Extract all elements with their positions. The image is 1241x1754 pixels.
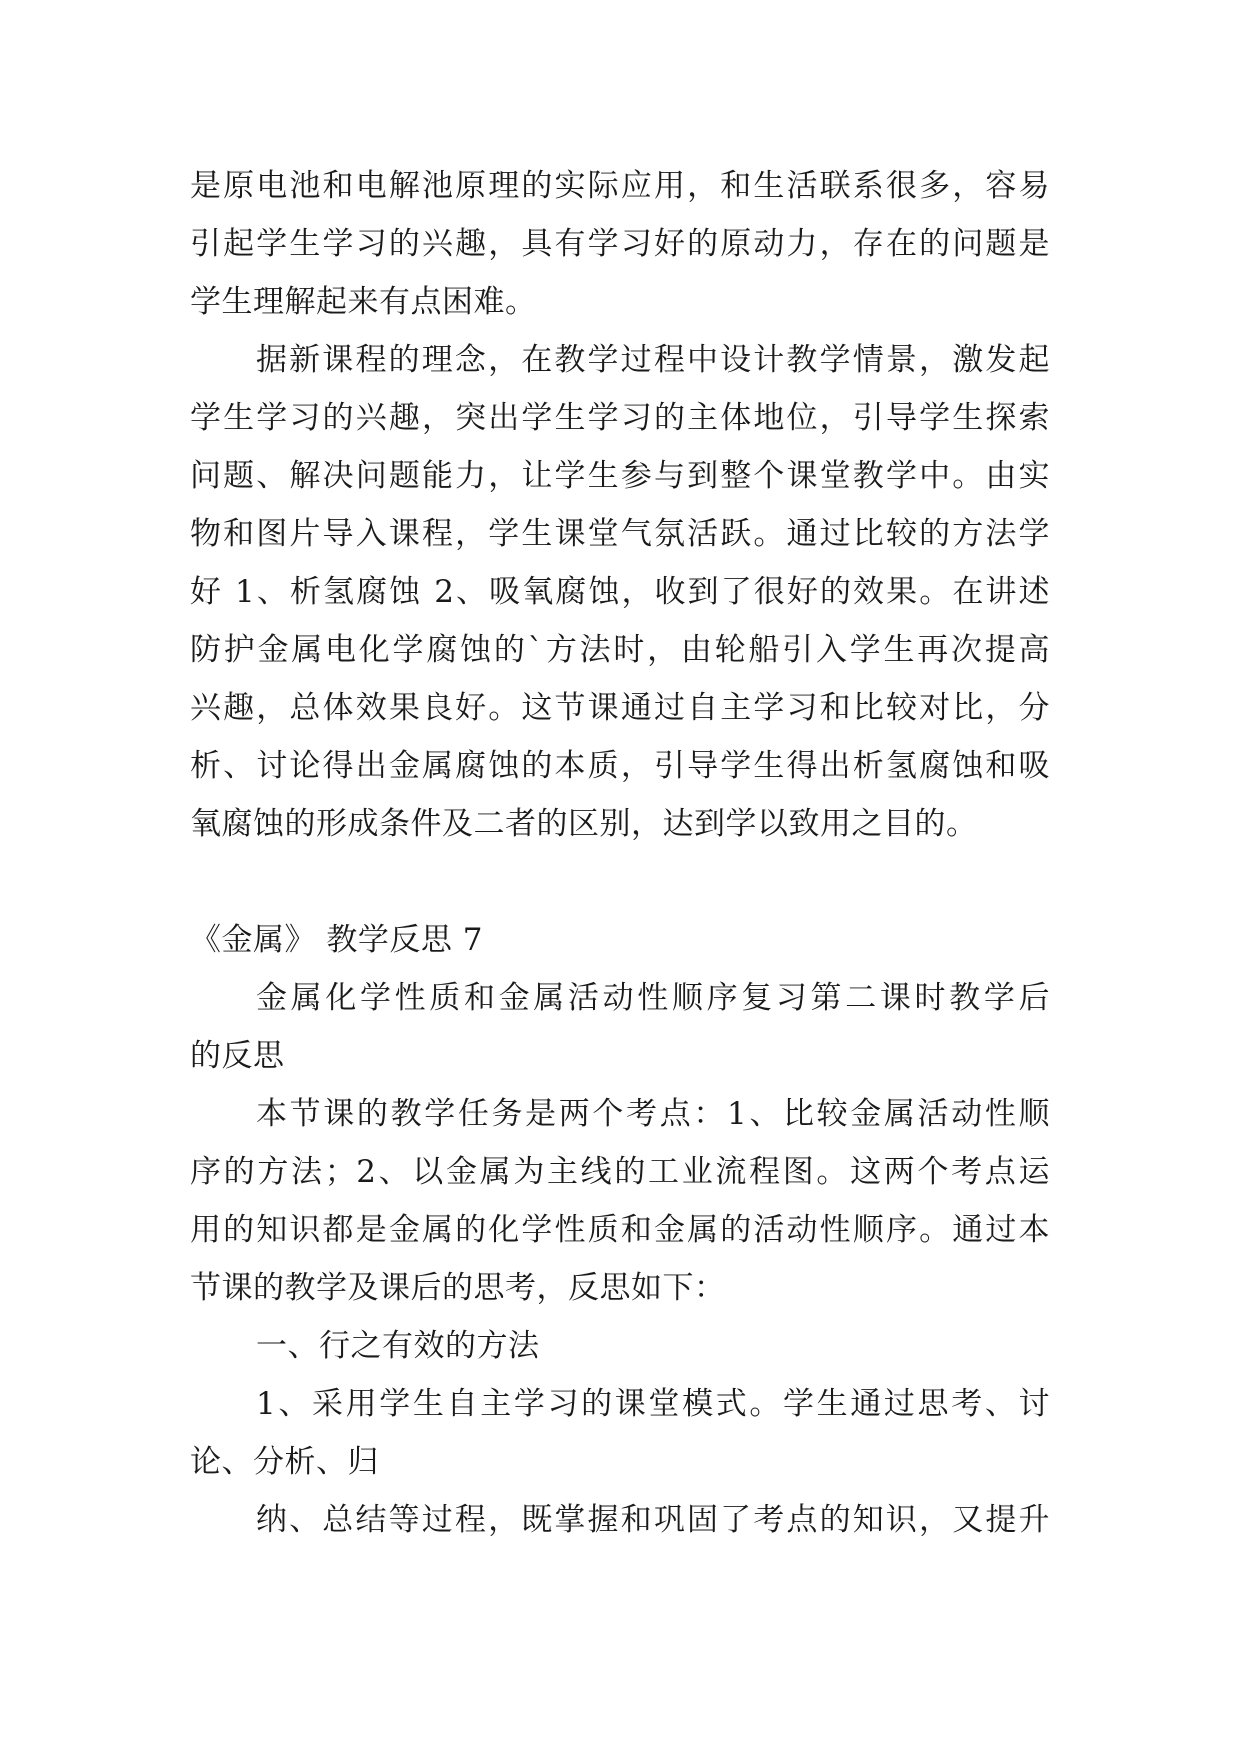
- subheading-effective-methods: 一、行之有效的方法: [256, 1328, 540, 1364]
- paragraph-2-line-3: 问题、解决问题能力，让学生参与到整个课堂教学中。由实: [190, 458, 1050, 494]
- paragraph-2-line-6: 防护金属电化学腐蚀的`方法时，由轮船引入学生再次提高: [190, 632, 1050, 668]
- paragraph-2-line-4: 物和图片导入课程，学生课堂气氛活跃。通过比较的方法学: [190, 516, 1050, 552]
- paragraph-2-line-5: 好 1、析氢腐蚀 2、吸氧腐蚀，收到了很好的效果。在讲述: [190, 574, 1050, 610]
- paragraph-4-line-4: 节课的教学及课后的思考，反思如下：: [190, 1270, 726, 1306]
- paragraph-5-line-1: 1、采用学生自主学习的课堂模式。学生通过思考、讨: [256, 1386, 1050, 1422]
- paragraph-1-line-2: 引起学生学习的兴趣，具有学习好的原动力，存在的问题是: [190, 226, 1050, 262]
- paragraph-6-line-1: 纳、总结等过程，既掌握和巩固了考点的知识，又提升: [256, 1502, 1050, 1538]
- paragraph-4-line-1: 本节课的教学任务是两个考点：1、比较金属活动性顺: [256, 1096, 1050, 1132]
- paragraph-5-line-2: 论、分析、归: [190, 1444, 379, 1480]
- paragraph-3-line-2: 的反思: [190, 1038, 285, 1074]
- paragraph-2-line-9: 氧腐蚀的形成条件及二者的区别，达到学以致用之目的。: [190, 806, 978, 842]
- paragraph-2-line-1: 据新课程的理念，在教学过程中设计教学情景，激发起: [256, 342, 1050, 378]
- paragraph-2-line-8: 析、讨论得出金属腐蚀的本质，引导学生得出析氢腐蚀和吸: [190, 748, 1050, 784]
- paragraph-1-line-3: 学生理解起来有点困难。: [190, 284, 537, 320]
- paragraph-2-line-7: 兴趣，总体效果良好。这节课通过自主学习和比较对比，分: [190, 690, 1050, 726]
- paragraph-3-line-1: 金属化学性质和金属活动性顺序复习第二课时教学后: [256, 980, 1050, 1016]
- paragraph-2-line-2: 学生学习的兴趣，突出学生学习的主体地位，引导学生探索: [190, 400, 1050, 436]
- paragraph-1-line-1: 是原电池和电解池原理的实际应用，和生活联系很多，容易: [190, 168, 1050, 204]
- paragraph-4-line-3: 用的知识都是金属的化学性质和金属的活动性顺序。通过本: [190, 1212, 1050, 1248]
- section-heading: 《金属》 教学反思 7: [190, 922, 483, 958]
- paragraph-4-line-2: 序的方法；2、以金属为主线的工业流程图。这两个考点运: [190, 1154, 1050, 1190]
